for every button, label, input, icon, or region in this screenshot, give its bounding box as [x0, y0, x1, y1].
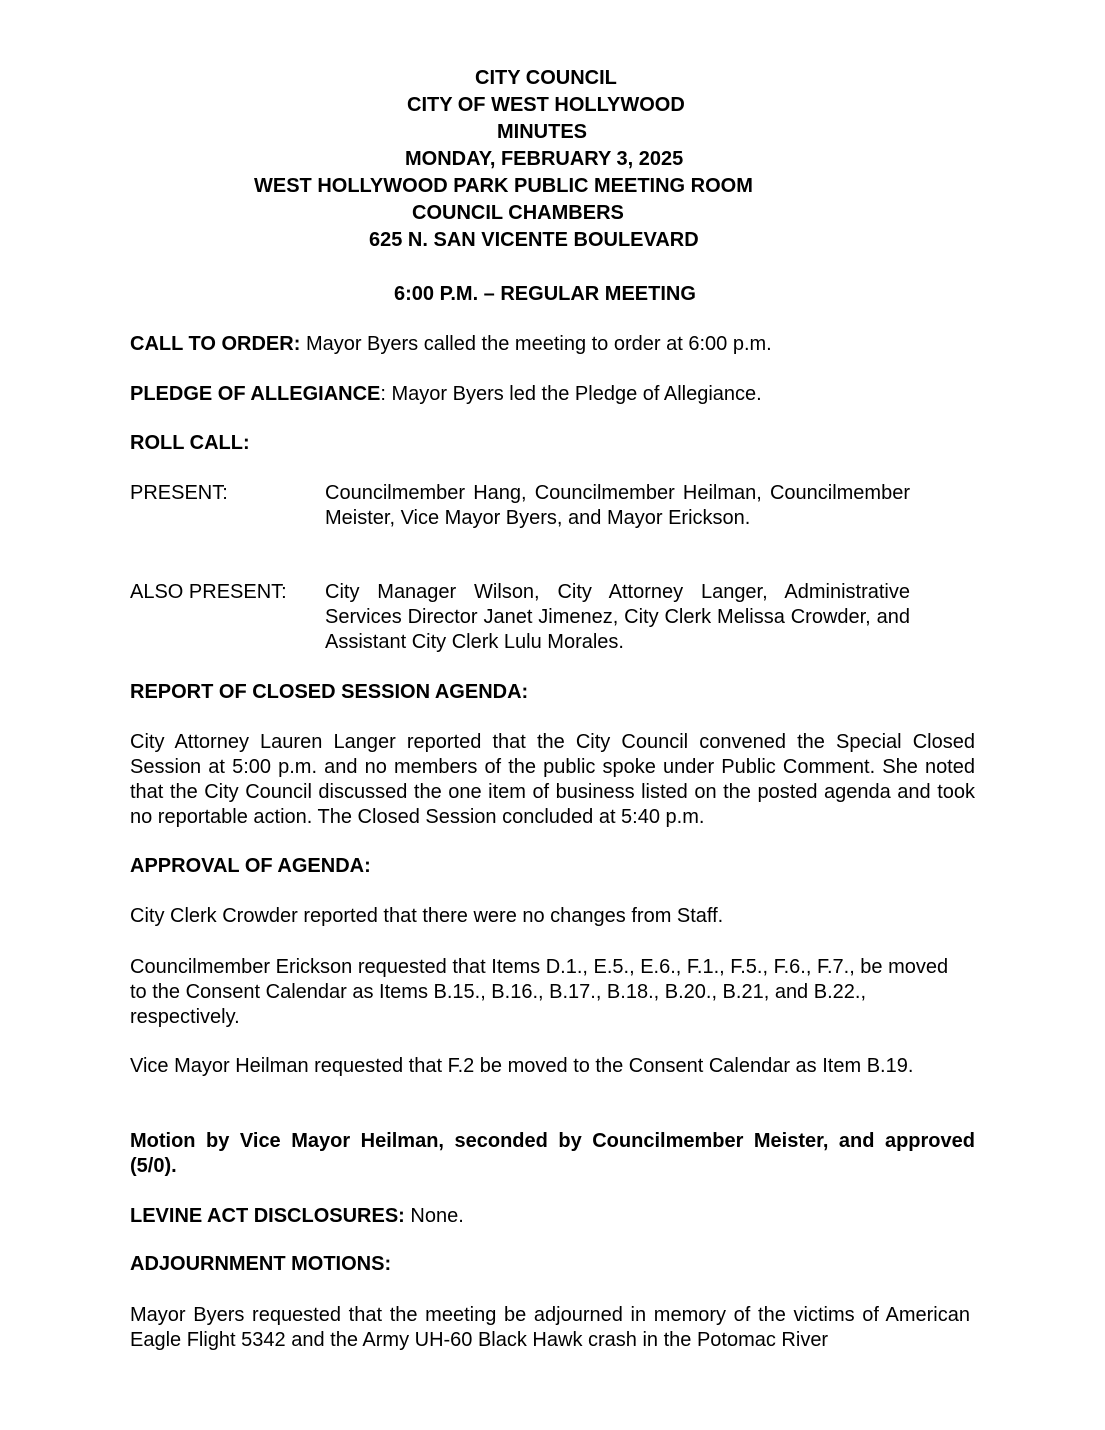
header-chambers: COUNCIL CHAMBERS	[412, 202, 624, 224]
call-to-order-text: Mayor Byers called the meeting to order at 6:00 p.m.	[305, 333, 772, 355]
approval-paragraph-3: Vice Mayor Heilman requested that F.2 be moved to the Consent Calendar as Item B.19.	[130, 1055, 914, 1077]
also-present-label: ALSO PRESENT:	[130, 581, 287, 603]
also-present-members: City Manager Wilson, City Attorney Langer, Administrative Services Director Janet Jimenez, City Clerk Melissa Crowder, and Assistant City Clerk Lulu Morales.	[325, 581, 910, 653]
header-city-council: CITY COUNCIL	[475, 67, 617, 89]
levine-act-disclosures	[130, 1205, 464, 1228]
header-minutes: MINUTES	[497, 121, 587, 143]
call-to-order-label: CALL TO ORDER:	[130, 333, 301, 355]
closed-session-heading: REPORT OF CLOSED SESSION AGENDA:	[130, 681, 529, 703]
call-to-order	[130, 333, 772, 356]
approval-of-agenda-heading: APPROVAL OF AGENDA:	[130, 855, 371, 877]
header-date: MONDAY, FEBRUARY 3, 2025	[405, 148, 684, 170]
approval-paragraph-2: Councilmember Erickson requested that Items D.1., E.5., E.6., F.1., F.5., F.6., F.7., be moved to the Consent Calendar as Items B.15., B.16., B.17., B.18., B.20., B.21, and B.22., respectively.	[130, 956, 949, 1028]
roll-call-heading: ROLL CALL:	[130, 432, 250, 454]
header-city-name: CITY OF WEST HOLLYWOOD	[407, 94, 685, 116]
header-address: 625 N. SAN VICENTE BOULEVARD	[369, 229, 699, 251]
pledge-label: PLEDGE OF ALLEGIANCE	[130, 383, 381, 405]
pledge-text: : Mayor Byers led the Pledge of Allegiance.	[380, 383, 762, 405]
closed-session-report: City Attorney Lauren Langer reported that the City Council convened the Special Closed Session at 5:00 p.m. and no members of the public spoke under Public Comment. She noted that the City Council discussed the one item of business listed on the posted agenda and took no reportable action. The Closed Session concluded at 5:40 p.m.	[130, 731, 975, 828]
adjournment-heading: ADJOURNMENT MOTIONS:	[130, 1253, 392, 1275]
approval-motion: Motion by Vice Mayor Heilman, seconded by Councilmember Meister, and approved (5/0).	[130, 1130, 975, 1177]
meeting-title: 6:00 P.M. – REGULAR MEETING	[394, 283, 696, 305]
levine-text: None.	[410, 1205, 464, 1227]
levine-label: LEVINE ACT DISCLOSURES:	[130, 1205, 405, 1227]
approval-paragraph-1: City Clerk Crowder reported that there were no changes from Staff.	[130, 905, 724, 927]
header-location: WEST HOLLYWOOD PARK PUBLIC MEETING ROOM	[254, 175, 753, 197]
pledge-of-allegiance	[130, 383, 762, 406]
present-members: Councilmember Hang, Councilmember Heilman, Councilmember Meister, Vice Mayor Byers, and Mayor Erickson.	[325, 482, 910, 529]
present-label: PRESENT:	[130, 482, 228, 504]
adjournment-text: Mayor Byers requested that the meeting be adjourned in memory of the victims of American Eagle Flight 5342 and the Army UH-60 Black Hawk crash in the Potomac River	[130, 1304, 970, 1351]
